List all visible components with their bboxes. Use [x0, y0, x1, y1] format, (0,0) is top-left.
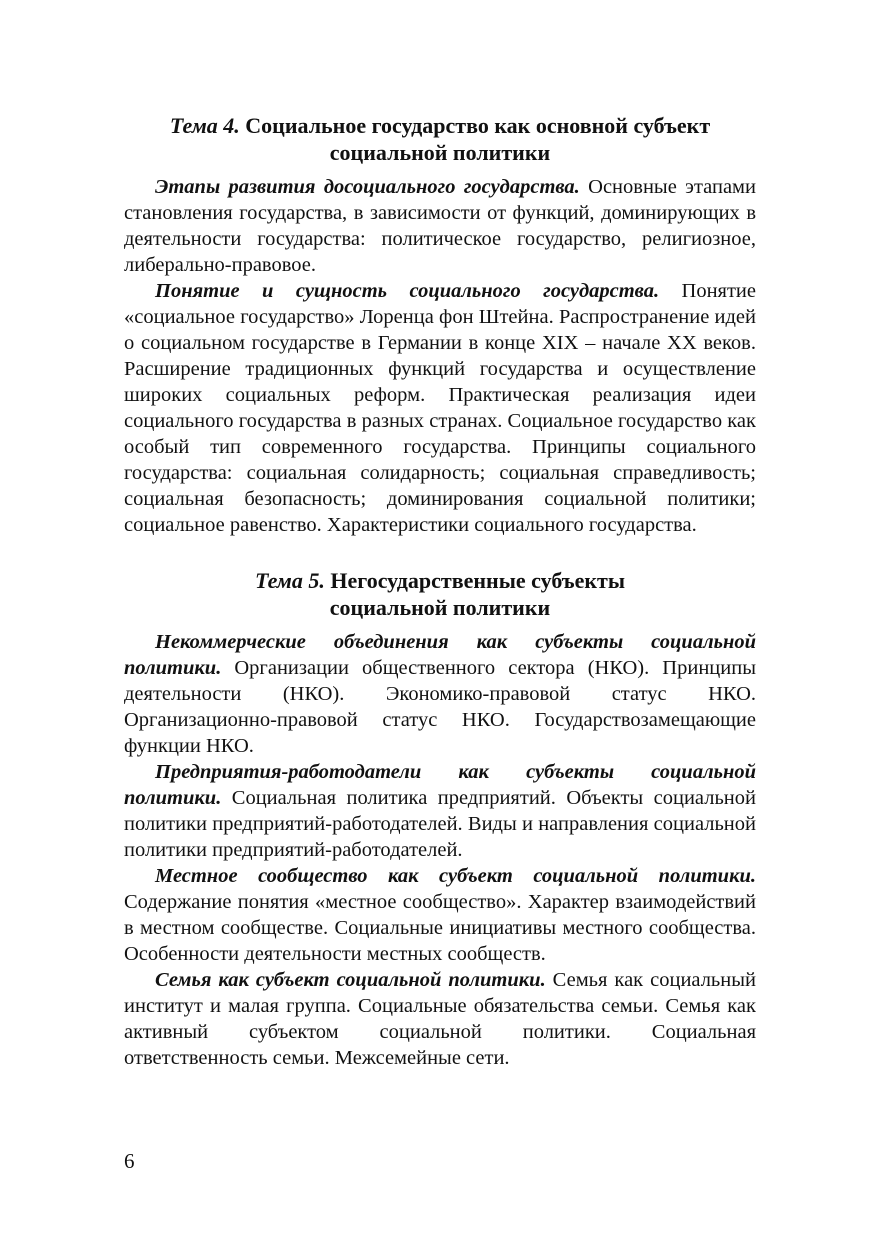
paragraph-lead: Понятие и сущность социального государства. [155, 280, 660, 302]
paragraph-text: Организации общественного сектора (НКО). Принципы деятельности (НКО). Экономико-правовой статус НКО. Организационно-правовой статус НКО. Государствозамещающие функции НКО. [124, 657, 756, 757]
paragraph-lead: Некоммерческие объединения как субъекты социальной политики. [124, 631, 756, 679]
paragraph-lead: Этапы развития досоциального государства. [155, 176, 580, 198]
topic-4-title-line1: Социальное государство как основной субъект [245, 113, 711, 138]
topic-4-title-line2: социальной политики [329, 140, 551, 165]
topic-5-heading [124, 567, 756, 621]
paragraph [124, 759, 756, 863]
paragraph-text: Основные этапами становления государства, в зависимости от функций, доминирующих в деятельности государства: политическое государство, религиозное, либерально-правовое. [124, 176, 756, 276]
paragraph-lead: Предприятия-работодатели как субъекты социальной политики. [124, 761, 756, 809]
topic-5-title-line1: Негосударственные субъекты [330, 568, 626, 593]
paragraph-text: Содержание понятия «местное сообщество». Характер взаимодействий в местном сообществе. Социальные инициативы местного сообщества. Особенности деятельности местных сообществ. [124, 891, 756, 965]
paragraph-text: Понятие «социальное государство» Лоренца фон Штейна. Распространение идей о социальном государстве в Германии в конце XIX – начале XX веков. Расширение традиционных функций государства и осуществление широких социальных реформ. Практическая реализация идеи социального государства в разных странах. Социальное государство как особый тип современного государства. Принципы социального государства: социальная солидарность; социальная справедливость; социальная безопасность; доминирования социальной политики; социальное равенство. Характеристики социального государства. [124, 280, 756, 536]
paragraph-lead: Местное сообщество как субъект социальной политики. [155, 865, 756, 887]
paragraph [124, 629, 756, 759]
section-gap [124, 538, 756, 567]
paragraph [124, 863, 756, 967]
page-number: 6 [124, 1149, 135, 1173]
topic-4-heading [124, 112, 756, 166]
topic-5-label: Тема 5. [254, 568, 325, 593]
paragraph-text: Социальная политика предприятий. Объекты социальной политики предприятий-работодателей. Виды и направления социальной политики предприятий-работодателей. [124, 787, 756, 861]
paragraph-lead: Семья как субъект социальной политики. [155, 969, 546, 991]
topic-4-label: Тема 4. [169, 113, 240, 138]
paragraph [124, 174, 756, 278]
paragraph [124, 278, 756, 538]
paragraph-text: Семья как социальный институт и малая группа. Социальные обязательства семьи. Семья как активный субъектом социальной политики. Социальная ответственность семьи. Межсемейные сети. [124, 969, 756, 1069]
paragraph [124, 967, 756, 1071]
document-page [124, 112, 756, 1071]
topic-5-title-line2: социальной политики [329, 595, 551, 620]
